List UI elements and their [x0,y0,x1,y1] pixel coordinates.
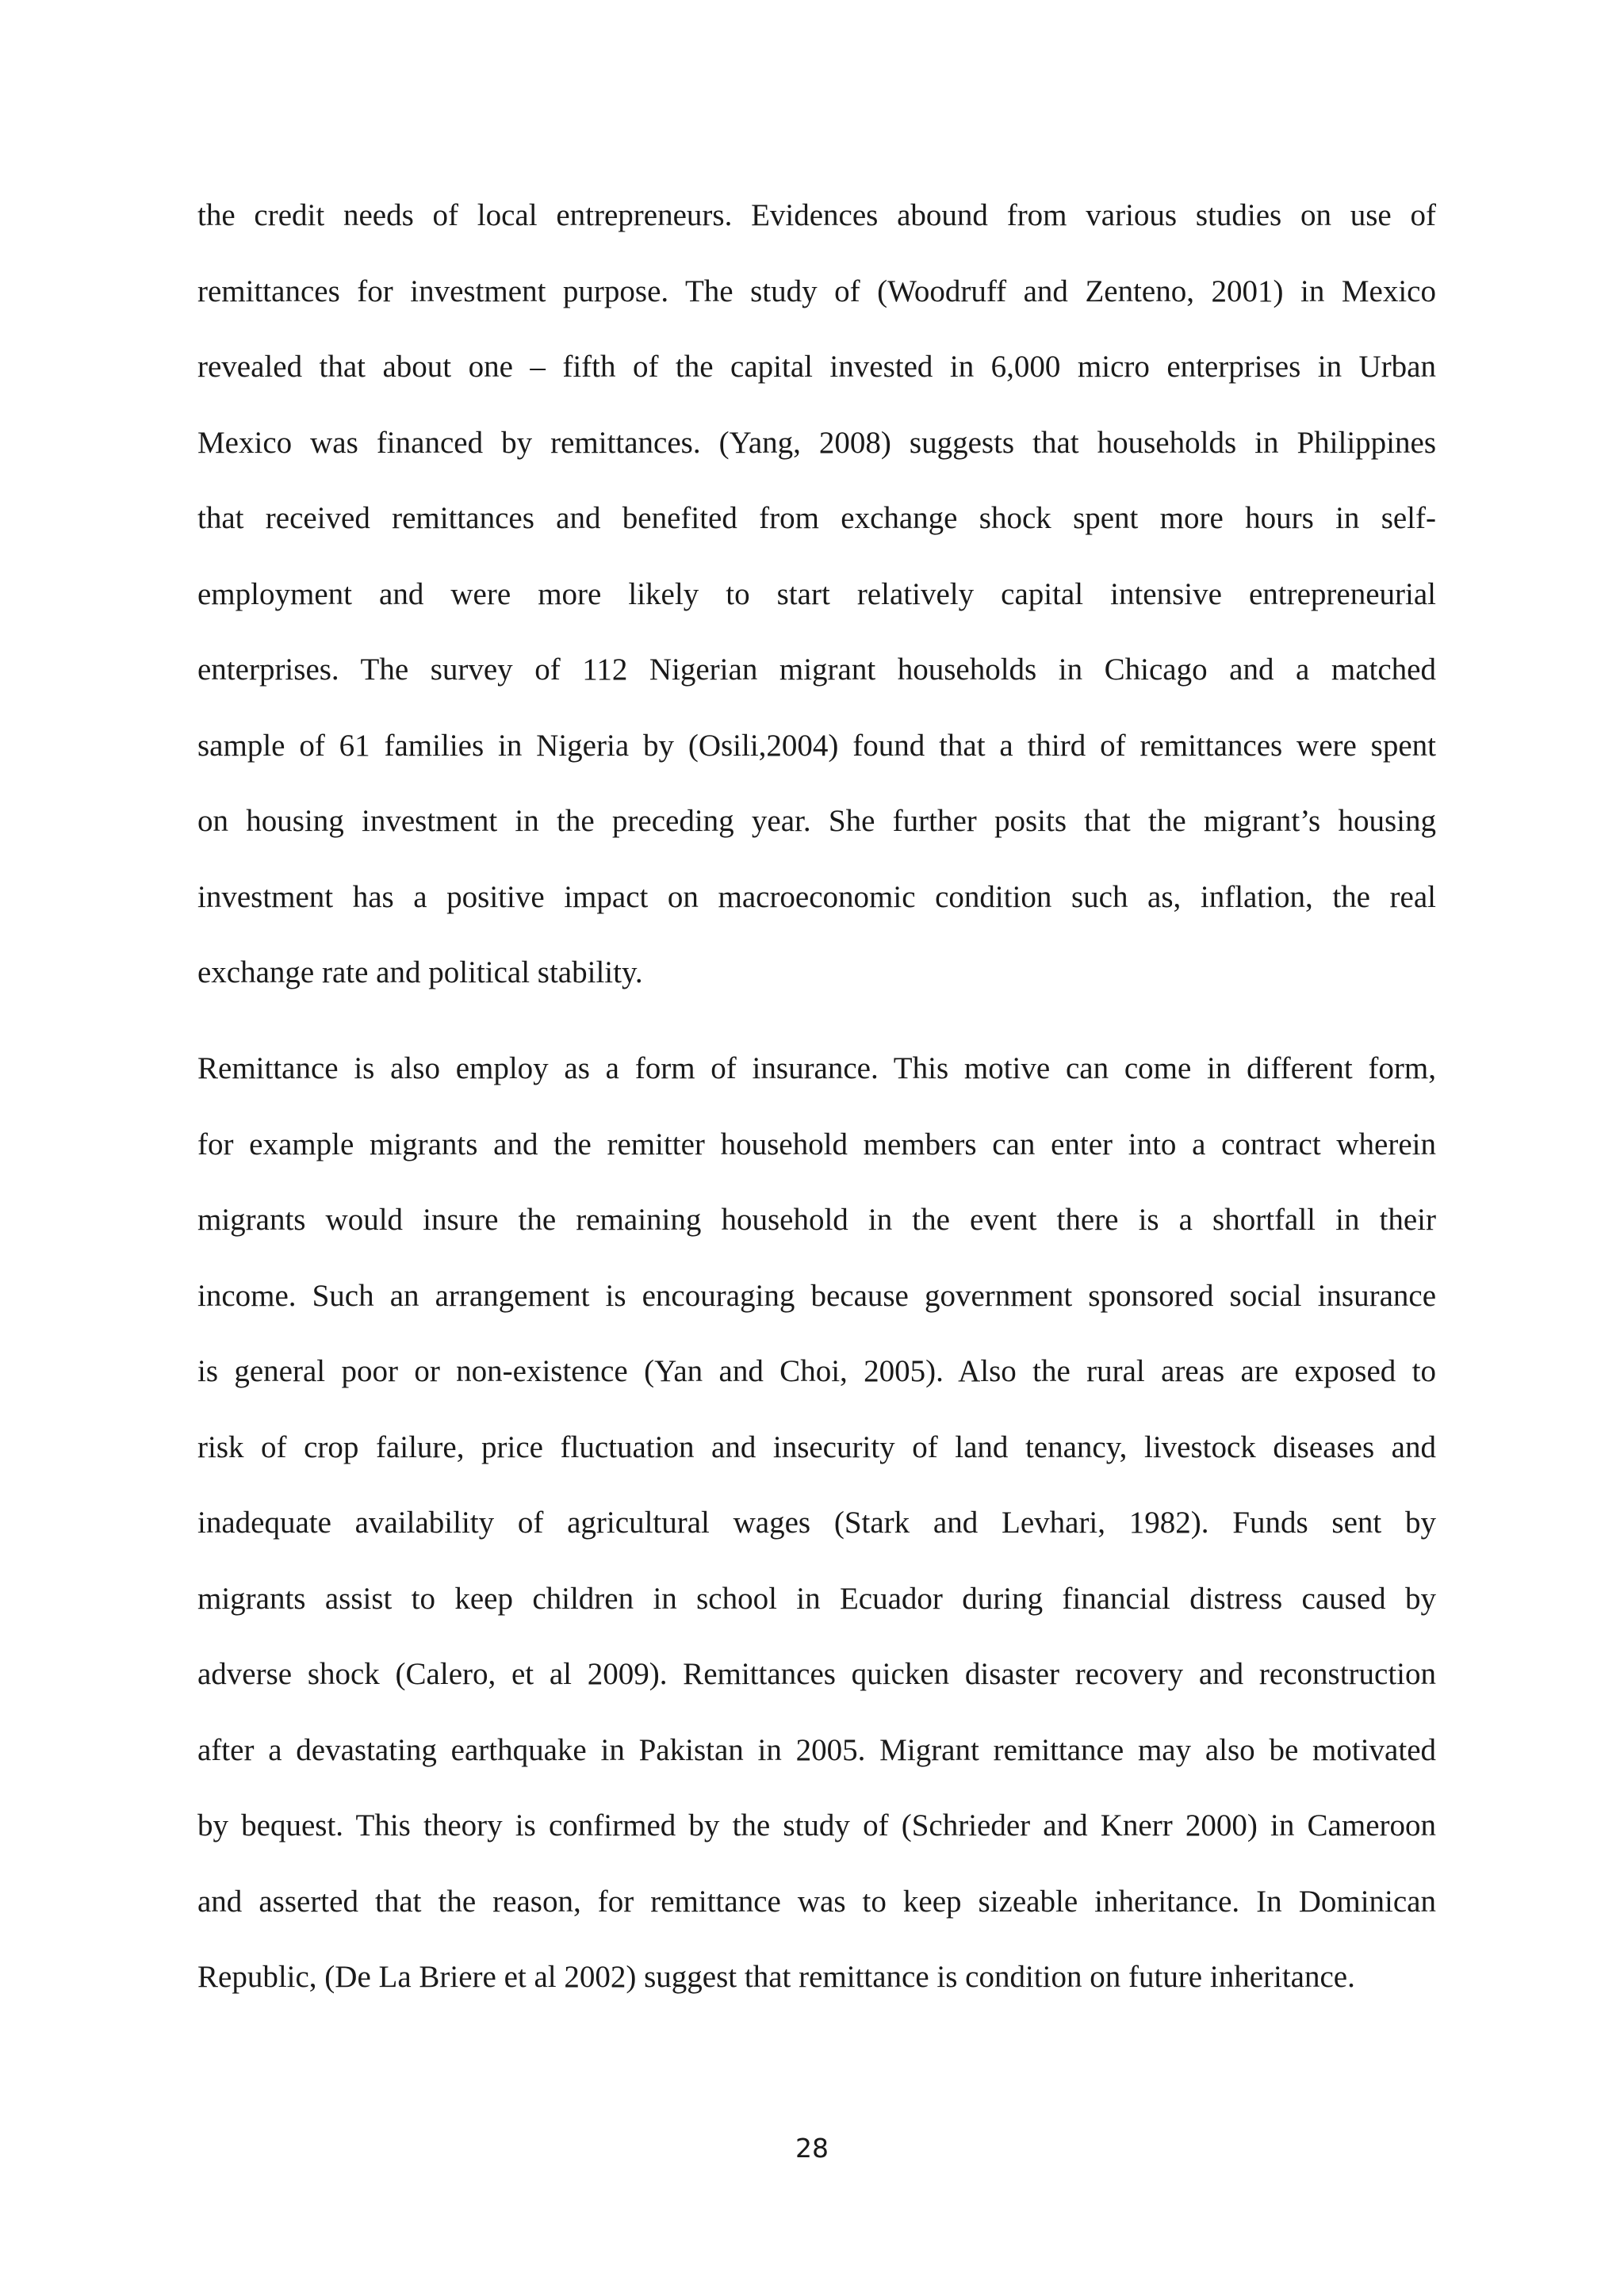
paragraph-line: migrants assist to keep children in school in Ecuador during financial distress caused by [197,1581,1436,1616]
paragraph-line: adverse shock (Calero, et al 2009). Remittances quicken disaster recovery and reconstruction [197,1657,1436,1691]
paragraph-line: enterprises. The survey of 112 Nigerian migrant households in Chicago and a matched [197,652,1436,687]
paragraph-line: sample of 61 families in Nigeria by (Osili,2004) found that a third of remittances were spent [197,728,1436,763]
paragraph-line: and asserted that the reason, for remittance was to keep sizeable inheritance. In Dominican [197,1884,1436,1919]
paragraph-line: Remittance is also employ as a form of insurance. This motive can come in different form, [197,1051,1436,1085]
paragraph-line: investment has a positive impact on macroeconomic condition such as, inflation, the real [197,879,1436,914]
paragraph-line: on housing investment in the preceding year. She further posits that the migrant’s housing [197,804,1436,838]
paragraph-line: income. Such an arrangement is encouraging because government sponsored social insurance [197,1278,1436,1313]
page-number: 28 [795,2133,829,2164]
paragraph-line: by bequest. This theory is confirmed by the study of (Schrieder and Knerr 2000) in Cameroon [197,1808,1436,1843]
paragraph-line: that received remittances and benefited from exchange shock spent more hours in self- [197,501,1436,535]
paragraph-line: Mexico was financed by remittances. (Yang, 2008) suggests that households in Philippines [197,425,1436,460]
paragraph-insurance [197,1041,1436,2026]
paragraph-line: inadequate availability of agricultural wages (Stark and Levhari, 1982). Funds sent by [197,1506,1436,1540]
paragraph-line: risk of crop failure, price fluctuation and insecurity of land tenancy, livestock diseases and [197,1429,1436,1464]
paragraph-line: employment and were more likely to start relatively capital intensive entrepreneurial [197,576,1436,611]
paragraph-line: for example migrants and the remitter household members can enter into a contract wherein [197,1127,1436,1161]
paragraph-line: Republic, (De La Briere et al 2002) suggest that remittance is condition on future inheritance. [197,1960,1355,1994]
paragraph-line: migrants would insure the remaining household in the event there is a shortfall in their [197,1203,1436,1237]
paragraph-line: after a devastating earthquake in Pakistan in 2005. Migrant remittance may also be motivated [197,1732,1436,1767]
paragraph-line: revealed that about one – fifth of the capital invested in 6,000 micro enterprises in Urban [197,350,1436,384]
paragraph-line: exchange rate and political stability. [197,955,643,989]
paragraph-line: is general poor or non-existence (Yan and Choi, 2005). Also the rural areas are exposed to [197,1354,1436,1388]
paragraph-investment [197,188,1436,1021]
paragraph-line: remittances for investment purpose. The study of (Woodruff and Zenteno, 2001) in Mexico [197,274,1436,308]
paragraph-line: the credit needs of local entrepreneurs. Evidences abound from various studies on use of [197,198,1436,232]
